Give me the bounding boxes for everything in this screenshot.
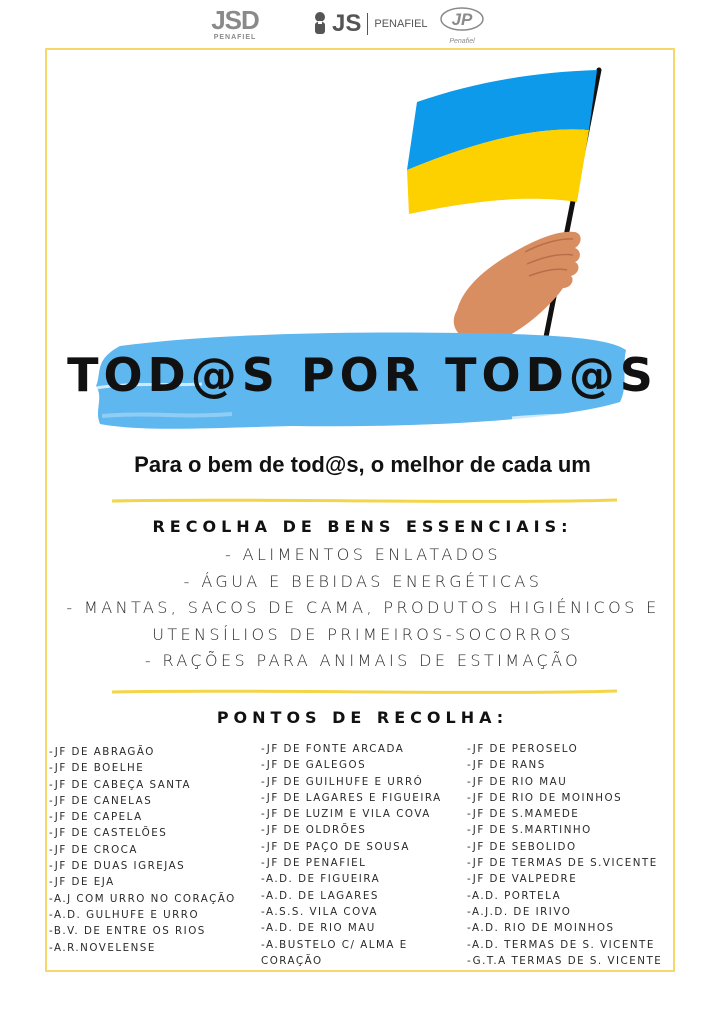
list-item: -JF DE EJA <box>49 876 115 889</box>
list-item: -JF DE CASTELÕES <box>49 827 168 840</box>
list-item: -JF DE CROCA <box>49 843 138 856</box>
jp-logo-caption: Penafiel <box>449 38 475 45</box>
poster-title: TOD@S POR TOD@S <box>67 348 658 402</box>
js-logo-mark: JS <box>332 10 362 37</box>
list-item: -JF DE PENAFIEL <box>261 857 367 870</box>
essentials-item: - ALIMENTOS ENLATADOS <box>225 545 501 564</box>
list-item: -JF DE LAGARES E FIGUEIRA <box>261 791 442 804</box>
list-item: -JF DE DUAS IGREJAS <box>49 860 186 873</box>
jp-penafiel-logo <box>438 6 486 45</box>
ukraine-flag-hand-illustration <box>395 62 625 354</box>
jp-logo-mark-icon <box>439 6 485 32</box>
list-item: -JF DE SEBOLIDO <box>467 840 577 853</box>
list-item: -A.S.S. VILA COVA <box>261 905 378 918</box>
list-item: -A.D. DE RIO MAU <box>261 922 376 935</box>
collection-points-column-1 <box>49 744 254 956</box>
list-item: -A.D. DE FIGUEIRA <box>261 873 381 886</box>
collection-points-column-2 <box>261 741 461 969</box>
essentials-list <box>48 542 678 675</box>
js-penafiel-logo <box>310 10 428 38</box>
list-item: -JF DE PAÇO DE SOUSA <box>261 840 410 853</box>
collection-points-column-3 <box>467 741 674 969</box>
essentials-item: - RAÇÕES PARA ANIMAIS DE ESTIMAÇÃO <box>144 651 582 670</box>
list-item: -JF DE TERMAS DE S.VICENTE <box>467 857 658 870</box>
list-item: -JF DE PEROSELO <box>467 743 579 755</box>
jp-logo-mark: JP <box>451 10 473 29</box>
list-item: -JF DE BOELHE <box>49 762 145 775</box>
jsd-logo-mark: JSD <box>211 5 259 35</box>
list-item: -JF DE S.MARTINHO <box>467 824 592 837</box>
list-item: -JF DE GUILHUFE E URRÓ <box>261 775 424 788</box>
list-item: -A.D. DE LAGARES <box>261 889 379 902</box>
list-item: -JF DE FONTE ARCADA <box>261 743 405 755</box>
yellow-divider <box>112 497 617 505</box>
yellow-divider <box>112 688 617 696</box>
essentials-item: - MANTAS, SACOS DE CAMA, PRODUTOS HIGIÉNICOS E <box>66 598 660 617</box>
collection-points-heading: PONTOS DE RECOLHA: <box>216 708 509 727</box>
js-logo-separator <box>367 13 368 35</box>
list-item: -A.J COM URRO NO CORAÇÃO <box>49 892 236 905</box>
list-item: -A.D. GULHUFE E URRO <box>49 908 200 921</box>
list-item: -JF DE VALPEDRE <box>467 873 578 886</box>
essentials-heading: RECOLHA DE BENS ESSENCIAIS: <box>152 517 573 536</box>
poster-subtitle: Para o bem de tod@s, o melhor de cada um <box>134 452 591 477</box>
header-logos <box>0 4 725 46</box>
rose-fist-icon <box>310 11 330 37</box>
list-item: -A.D. RIO DE MOINHOS <box>467 922 615 935</box>
list-item: -JF DE CAPELA <box>49 811 143 824</box>
hand-icon <box>454 232 581 342</box>
jsd-logo-caption: PENAFIEL <box>213 34 257 41</box>
list-item: -A.BUSTELO C/ ALMA E CORAÇÃO <box>261 938 408 967</box>
essentials-item: - ÁGUA E BEBIDAS ENERGÉTICAS <box>183 571 543 591</box>
list-item: -JF DE RIO DE MOINHOS <box>467 791 623 804</box>
list-item: -A.J.D. DE IRIVO <box>467 905 572 918</box>
list-item: -JF DE CABEÇA SANTA <box>49 778 192 791</box>
list-item: -JF DE LUZIM E VILA COVA <box>261 808 431 821</box>
list-item: -A.D. PORTELA <box>467 889 562 902</box>
list-item: -JF DE ABRAGÃO <box>49 746 155 758</box>
list-item: -JF DE OLDRÕES <box>261 824 367 837</box>
list-item: -JF DE S.MAMEDE <box>467 808 580 821</box>
list-item: -G.T.A TERMAS DE S. VICENTE <box>467 954 663 967</box>
js-logo-caption: PENAFIEL <box>374 18 428 30</box>
essentials-item: UTENSÍLIOS DE PRIMEIROS-SOCORROS <box>152 624 574 644</box>
list-item: -B.V. DE ENTRE OS RIOS <box>49 925 206 938</box>
list-item: -JF DE GALEGOS <box>261 759 367 772</box>
list-item: -JF DE CANELAS <box>49 794 153 807</box>
list-item: -A.D. TERMAS DE S. VICENTE <box>467 938 655 951</box>
list-item: -JF DE RANS <box>467 759 546 772</box>
list-item: -JF DE RIO MAU <box>467 775 568 788</box>
jsd-penafiel-logo <box>200 6 270 41</box>
list-item: -A.R.NOVELENSE <box>49 941 156 954</box>
